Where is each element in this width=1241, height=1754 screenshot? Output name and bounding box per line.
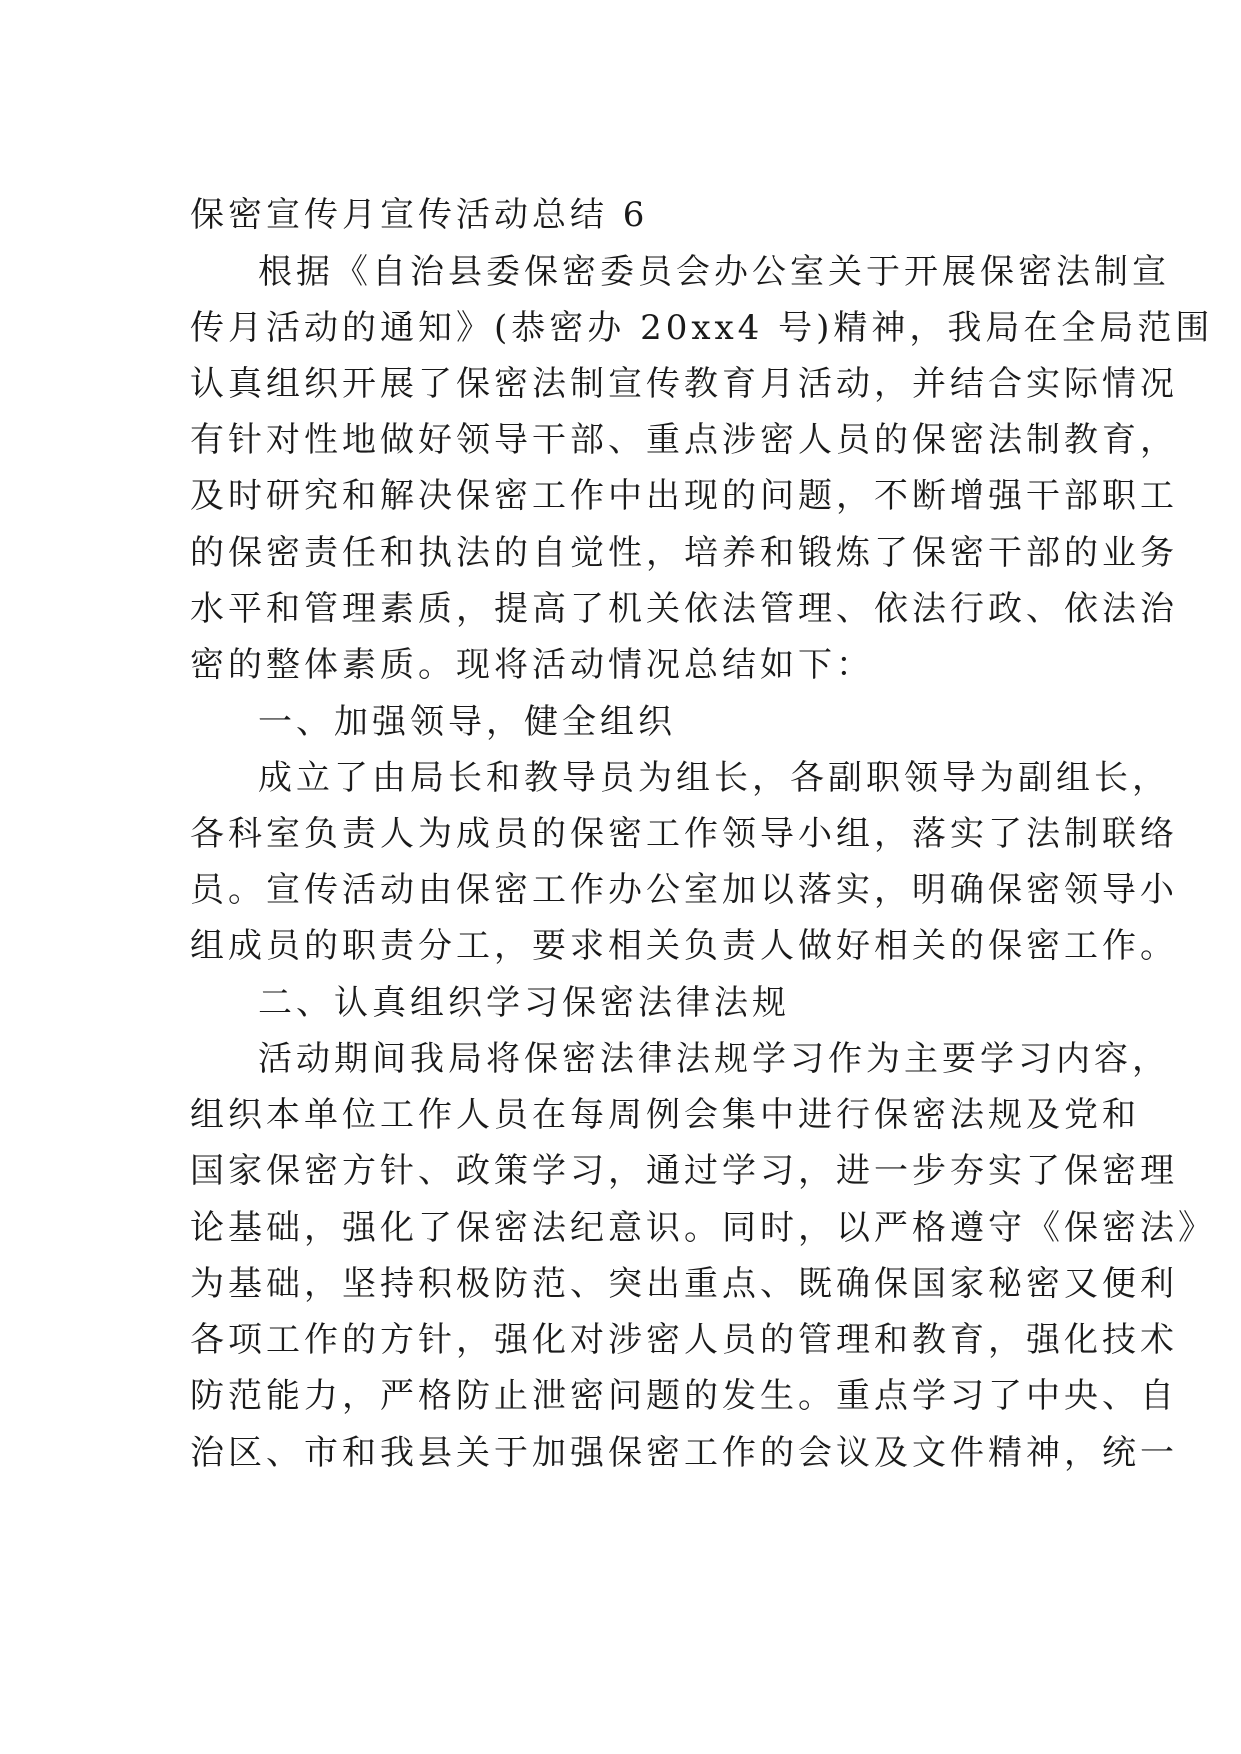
paragraph-line: 密的整体素质。现将活动情况总结如下： — [190, 645, 874, 685]
paragraph-line: 国家保密方针、政策学习，通过学习，进一步夯实了保密理 — [190, 1151, 1178, 1191]
paragraph-line: 水平和管理素质，提高了机关依法管理、依法行政、依法治 — [190, 589, 1178, 629]
document-title: 保密宣传月宣传活动总结 6 — [190, 195, 649, 235]
paragraph-line: 认真组织开展了保密法制宣传教育月活动，并结合实际情况 — [190, 364, 1178, 404]
paragraph-line: 活动期间我局将保密法律法规学习作为主要学习内容， — [258, 1039, 1170, 1079]
paragraph-line: 员。宣传活动由保密工作办公室加以落实，明确保密领导小 — [190, 870, 1178, 910]
paragraph-line: 各科室负责人为成员的保密工作领导小组，落实了法制联络 — [190, 814, 1178, 854]
paragraph-line: 成立了由局长和教导员为组长，各副职领导为副组长， — [258, 758, 1170, 798]
paragraph-line: 为基础，坚持积极防范、突出重点、既确保国家秘密又便利 — [190, 1264, 1178, 1304]
paragraph-line: 治区、市和我县关于加强保密工作的会议及文件精神，统一 — [190, 1433, 1178, 1473]
paragraph-line: 有针对性地做好领导干部、重点涉密人员的保密法制教育， — [190, 420, 1178, 460]
paragraph-line: 各项工作的方针，强化对涉密人员的管理和教育，强化技术 — [190, 1320, 1178, 1360]
paragraph-line: 组成员的职责分工，要求相关负责人做好相关的保密工作。 — [190, 926, 1178, 966]
paragraph-line: 及时研究和解决保密工作中出现的问题，不断增强干部职工 — [190, 476, 1178, 516]
paragraph-line: 论基础，强化了保密法纪意识。同时，以严格遵守《保密法》 — [190, 1208, 1216, 1248]
paragraph-line: 传月活动的通知》(恭密办 20xx4 号)精神，我局在全局范围 — [190, 308, 1214, 348]
section-heading: 一、加强领导，健全组织 — [258, 702, 676, 742]
paragraph-line: 的保密责任和执法的自觉性，培养和锻炼了保密干部的业务 — [190, 533, 1178, 573]
paragraph-line: 防范能力，严格防止泄密问题的发生。重点学习了中央、自 — [190, 1376, 1178, 1416]
paragraph-line: 根据《自治县委保密委员会办公室关于开展保密法制宣 — [258, 252, 1170, 292]
paragraph-line: 组织本单位工作人员在每周例会集中进行保密法规及党和 — [190, 1095, 1140, 1135]
section-heading: 二、认真组织学习保密法律法规 — [258, 983, 790, 1023]
